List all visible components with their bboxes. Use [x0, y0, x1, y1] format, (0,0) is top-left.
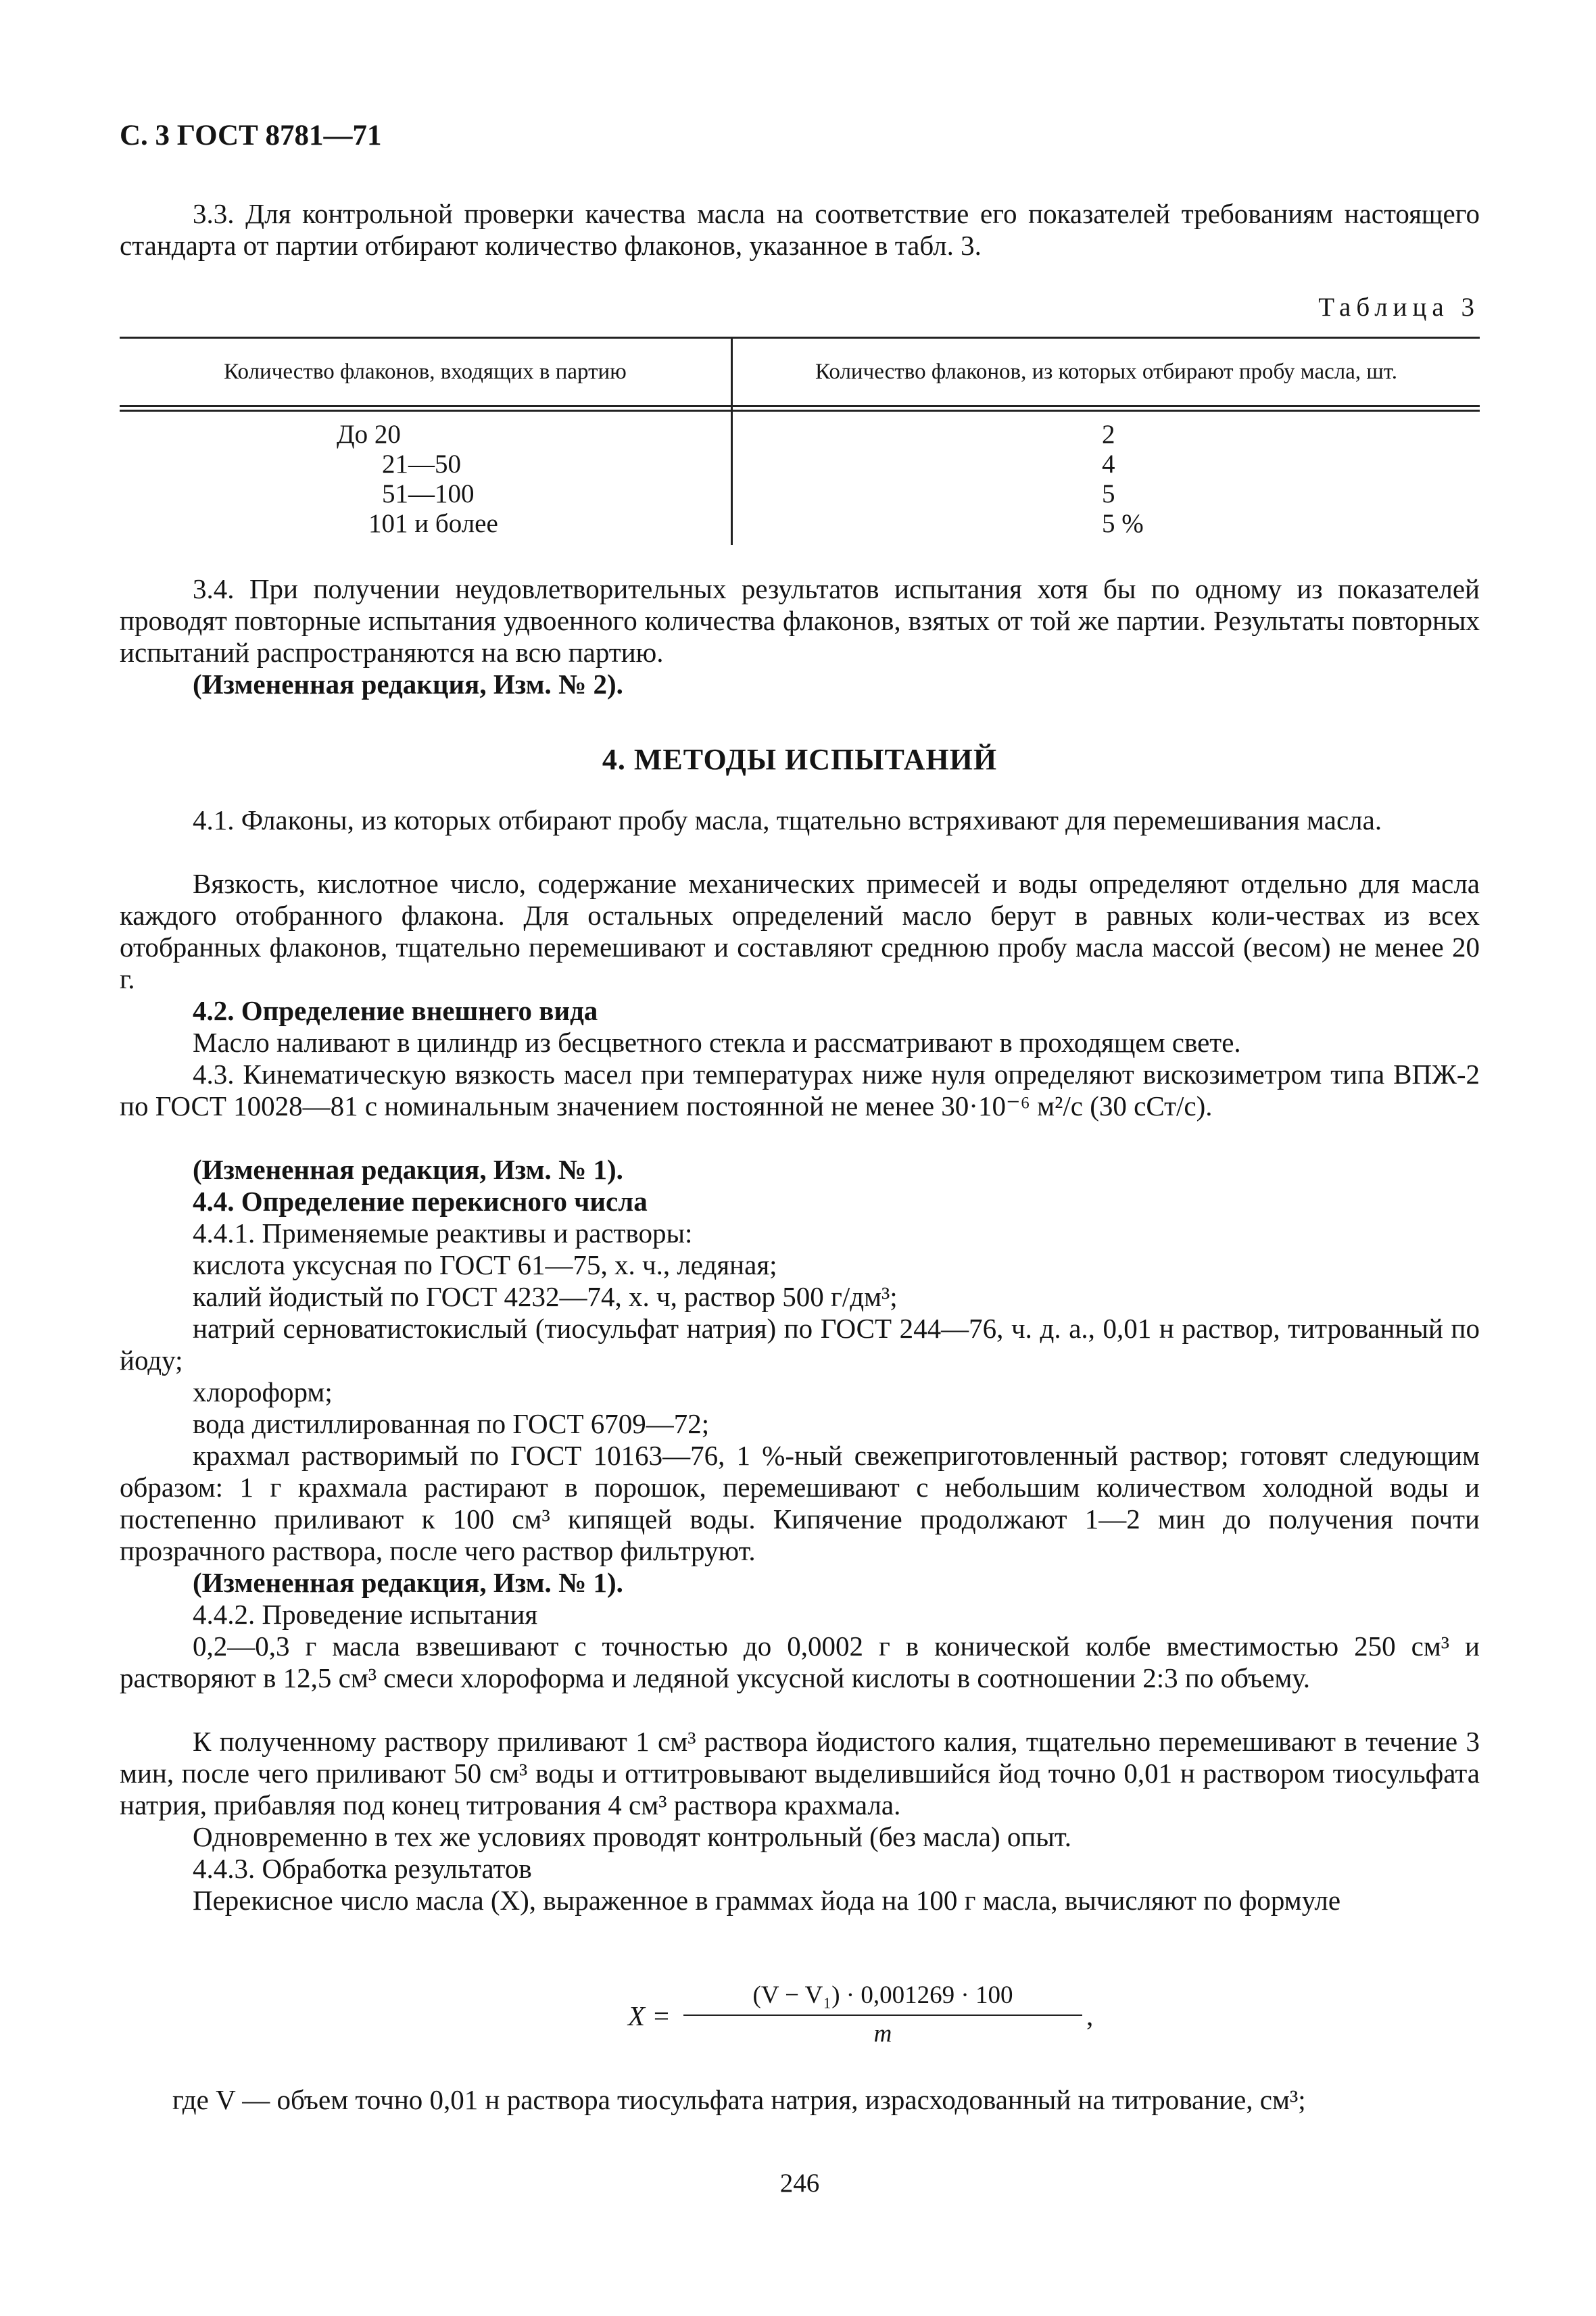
amendment-note-1: (Измененная редакция, Изм. № 1).: [193, 1154, 623, 1185]
table-cell-batch: 51—100: [382, 479, 475, 508]
formula-numerator: (V − V₁) · 0,001269 · 100: [752, 1981, 1013, 2009]
document-header: С. 3 ГОСТ 8781—71: [120, 120, 382, 151]
paragraph-variable-definition: где V — объем точно 0,01 н раствора тиосульфата натрия, израсходованный на титрование, см³;: [172, 2084, 1306, 2115]
table-cell-sample: 2: [1102, 420, 1115, 449]
paragraph-3-4: 3.4. При получении неудовлетворительных результатов испытания хотя бы по одному из показателей проводят повторные испытания удвоенного количества флаконов, взятых от той же партии. Результаты повторных испытаний распространяются на всю партию.: [120, 573, 1480, 668]
reagent-distilled-water: вода дистиллированная по ГОСТ 6709—72;: [193, 1408, 710, 1439]
table-cell-sample: 5 %: [1102, 509, 1144, 538]
formula-fraction-bar: [683, 2015, 1082, 2016]
paragraph-4-4-1: 4.4.1. Применяемые реактивы и растворы:: [193, 1217, 693, 1249]
formula-trailing-comma: ,: [1086, 2000, 1094, 2031]
paragraph-4-4-2: 4.4.2. Проведение испытания: [193, 1599, 538, 1630]
heading-4-4: 4.4. Определение перекисного числа: [193, 1186, 648, 1217]
formula-denominator: m: [873, 2020, 892, 2048]
table-cell-batch: 21—50: [382, 450, 461, 479]
reagent-starch: крахмал растворимый по ГОСТ 10163—76, 1 %-ный свежеприготовленный раствор; готовят следующим образом: 1 г крахмала растирают в порошок, перемешивают с небольшим количеством холодной воды и постепенно приливают к 100 см³ кипящей воды. Кипячение продолжают 1—2 мин до получения почти прозрачного раствора, после чего раствор фильтруют.: [120, 1440, 1480, 1566]
table-header-sample: Количество флаконов, из которых отбирают пробу масла, шт.: [815, 360, 1397, 384]
table-column-divider: [731, 337, 733, 545]
table-top-rule: [120, 337, 1480, 339]
paragraph-4-1: 4.1. Флаконы, из которых отбирают пробу масла, тщательно встряхивают для перемешивания масла.: [193, 804, 1382, 836]
formula-lhs: X =: [628, 2000, 671, 2031]
table-header-rule-lower: [120, 410, 1480, 412]
page-number: 246: [779, 2169, 820, 2198]
paragraph-control-test: Одновременно в тех же условиях проводят контрольный (без масла) опыт.: [193, 1821, 1071, 1852]
amendment-note-1: (Измененная редакция, Изм. № 1).: [193, 1567, 623, 1598]
table-caption: Таблица 3: [1318, 293, 1480, 322]
paragraph-formula-intro: Перекисное число масла (X), выраженное в граммах йода на 100 г масла, вычисляют по формуле: [193, 1885, 1341, 1916]
reagent-chloroform: хлороформ;: [193, 1376, 333, 1407]
paragraph-titration: К полученному раствору приливают 1 см³ раствора йодистого калия, тщательно перемешивают в течение 3 мин, после чего приливают 50 см³ воды и оттитровывают выделившийся йод точно 0,01 н раствором тиосульфата натрия, прибавляя под конец титрования 4 см³ раствора крахмала.: [120, 1726, 1480, 1820]
heading-4-2: 4.2. Определение внешнего вида: [193, 995, 598, 1026]
peroxide-formula: [120, 1981, 1480, 2055]
paragraph-4-3: 4.3. Кинематическую вязкость масел при температурах ниже нуля определяют вискозиметром типа ВПЖ-2 по ГОСТ 10028—81 с номинальным значением постоянной не менее 30·10⁻⁶ м²/с (30 сСт/с).: [120, 1059, 1480, 1121]
section-title-test-methods: 4. МЕТОДЫ ИСПЫТАНИЙ: [602, 743, 998, 776]
paragraph-4-1-continued: Вязкость, кислотное число, содержание механических примесей и воды определяют отдельно для масла каждого отобранного флакона. Для остальных определений масло берут в равных коли-чествах из всех отобранных флаконов, тщательно перемешивают и составляют среднюю пробу масла массой (весом) не менее 20 г.: [120, 868, 1480, 994]
paragraph-4-2: Масло наливают в цилиндр из бесцветного стекла и рассматривают в проходящем свете.: [193, 1027, 1241, 1058]
table-cell-batch: До 20: [337, 420, 401, 449]
paragraph-weighing: 0,2—0,3 г масла взвешивают с точностью до 0,0002 г в конической колбе вместимостью 250 см³ и растворяют в 12,5 см³ смеси хлороформа и ледяной уксусной кислоты в соотношении 2:3 по объему.: [120, 1631, 1480, 1693]
reagent-acetic-acid: кислота уксусная по ГОСТ 61—75, х. ч., ледяная;: [193, 1249, 777, 1280]
reagent-potassium-iodide: калий йодистый по ГОСТ 4232—74, х. ч, раствор 500 г/дм³;: [193, 1281, 898, 1312]
table-cell-sample: 4: [1102, 450, 1115, 479]
paragraph-3-3: 3.3. Для контрольной проверки качества масла на соответствие его показателей требованиям настоящего стандарта от партии отбирают количество флаконов, указанное в табл. 3.: [120, 198, 1480, 261]
table-header-rule-upper: [120, 405, 1480, 407]
table-cell-sample: 5: [1102, 479, 1115, 508]
table-cell-batch: 101 и более: [368, 509, 498, 538]
amendment-note-2: (Измененная редакция, Изм. № 2).: [193, 669, 623, 700]
reagent-sodium-thiosulfate: натрий серноватистокислый (тиосульфат натрия) по ГОСТ 244—76, ч. д. а., 0,01 н раствор, титрованный по йоду;: [120, 1313, 1480, 1376]
paragraph-4-4-3: 4.4.3. Обработка результатов: [193, 1853, 532, 1884]
table-header-batch: Количество флаконов, входящих в партию: [224, 360, 627, 384]
